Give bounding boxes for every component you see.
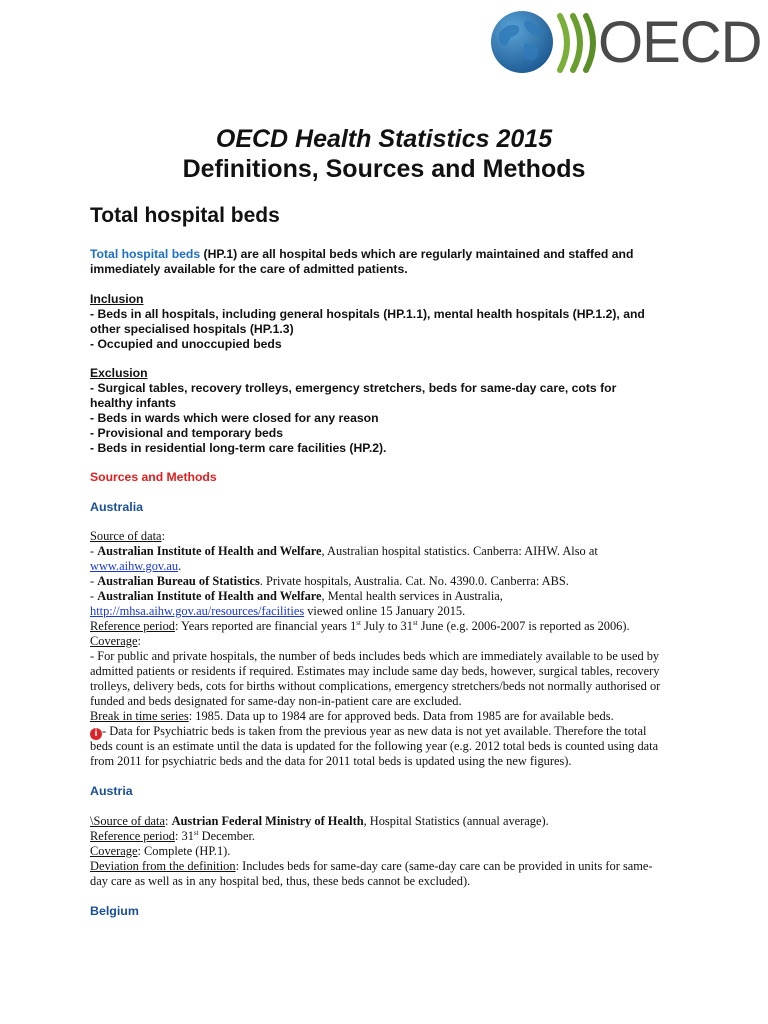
australia-source-label: Source of data:	[90, 529, 166, 543]
australia-reference-period: Reference period: Years reported are financial years 1st July to 31st June (e.g. 2006-2007 is reported as 2006).	[90, 618, 630, 633]
info-icon: i	[90, 728, 102, 740]
country-heading-australia: Australia	[90, 500, 144, 514]
definition-line2: immediately available for the care of admitted patients.	[90, 262, 408, 276]
exclusion-item: - Provisional and temporary beds	[90, 426, 284, 440]
definition-term: Total hospital beds	[90, 247, 201, 261]
country-heading-belgium: Belgium	[90, 904, 139, 918]
inclusion-item: - Occupied and unoccupied beds	[90, 337, 282, 351]
austria-coverage: Coverage: Complete (HP.1).	[90, 844, 231, 858]
document-title-line2: Definitions, Sources and Methods	[182, 155, 586, 183]
sources-heading: Sources and Methods	[90, 470, 217, 484]
austria-deviation-line1: Deviation from the definition: Includes beds for same-day care (same-day care can be provided in units for same-	[90, 859, 653, 873]
document-title-line1: OECD Health Statistics 2015	[215, 125, 553, 153]
australia-note-line2: beds count is an estimate until the data is updated for the following year (e.g. 2012 total beds is counted using data	[90, 739, 659, 753]
australia-source-3: - Australian Institute of Health and Welfare, Mental health services in Australia,	[90, 589, 503, 603]
australia-coverage-label: Coverage:	[90, 634, 141, 648]
australia-source-1-link-line: www.aihw.gov.au.	[90, 559, 182, 573]
logo-wordmark: OECD	[598, 10, 762, 75]
australia-coverage-text: admitted patients or residents if required. Estimates may include same day beds, however, surgical tables, recovery	[90, 664, 660, 678]
australia-source-2: - Australian Bureau of Statistics. Private hospitals, Australia. Cat. No. 4390.0. Canberra: ABS.	[90, 574, 569, 588]
australia-note-line1: i - Data for Psychiatric beds is taken from the previous year as new data is not yet available. Therefore the total	[90, 724, 646, 740]
australia-note-line3: from 2011 for psychiatric beds and the data for 2011 total beds is updated using the new figures).	[90, 754, 572, 768]
australia-break-in-series: Break in time series: 1985. Data up to 1984 are for approved beds. Data from 1985 are for available beds.	[90, 709, 614, 723]
austria-deviation-line2: day care as well as in any hospital bed, thus, these beds cannot be excluded).	[90, 874, 471, 888]
inclusion-title: Inclusion	[90, 292, 144, 306]
australia-source-3-link-line: http://mhsa.aihw.gov.au/resources/facilities viewed online 15 January 2015.	[90, 604, 466, 618]
exclusion-item: healthy infants	[90, 396, 177, 410]
australia-coverage-text: funded and beds designated for same-day non-in-patient care are excluded.	[90, 694, 462, 708]
inclusion-item: - Beds in all hospitals, including general hospitals (HP.1.1), mental health hospitals (HP.1.2), and	[90, 307, 645, 321]
exclusion-item: - Beds in wards which were closed for any reason	[90, 411, 379, 425]
austria-source: \Source of data: Austrian Federal Ministry of Health, Hospital Statistics (annual average).	[90, 814, 549, 828]
chevrons-icon	[556, 12, 598, 74]
globe-icon	[490, 10, 554, 74]
exclusion-item: - Surgical tables, recovery trolleys, emergency stretchers, beds for same-day care, cots for	[90, 381, 617, 395]
australia-coverage-text: trolleys, delivery beds, cots for births without complications, emergency stretchers/beds not normally authorised or	[90, 679, 661, 693]
aihw-link[interactable]: www.aihw.gov.au	[90, 559, 179, 573]
australia-source-1: - Australian Institute of Health and Welfare, Australian hospital statistics. Canberra: AIHW. Also at	[90, 544, 598, 558]
australia-coverage-text: - For public and private hospitals, the number of beds includes beds which are immediately available to be used by	[90, 649, 660, 663]
austria-reference-period: Reference period: 31st December.	[90, 828, 255, 843]
country-heading-austria: Austria	[90, 784, 133, 798]
definition-line1: Total hospital beds (HP.1) are all hospital beds which are regularly maintained and staffed and	[90, 247, 634, 261]
mhsa-link[interactable]: http://mhsa.aihw.gov.au/resources/facilities	[90, 604, 305, 618]
exclusion-title: Exclusion	[90, 366, 148, 380]
exclusion-item: - Beds in residential long-term care facilities (HP.2).	[90, 441, 387, 455]
section-heading: Total hospital beds	[90, 204, 280, 227]
inclusion-item: other specialised hospitals (HP.1.3)	[90, 322, 294, 336]
oecd-logo	[488, 6, 764, 80]
